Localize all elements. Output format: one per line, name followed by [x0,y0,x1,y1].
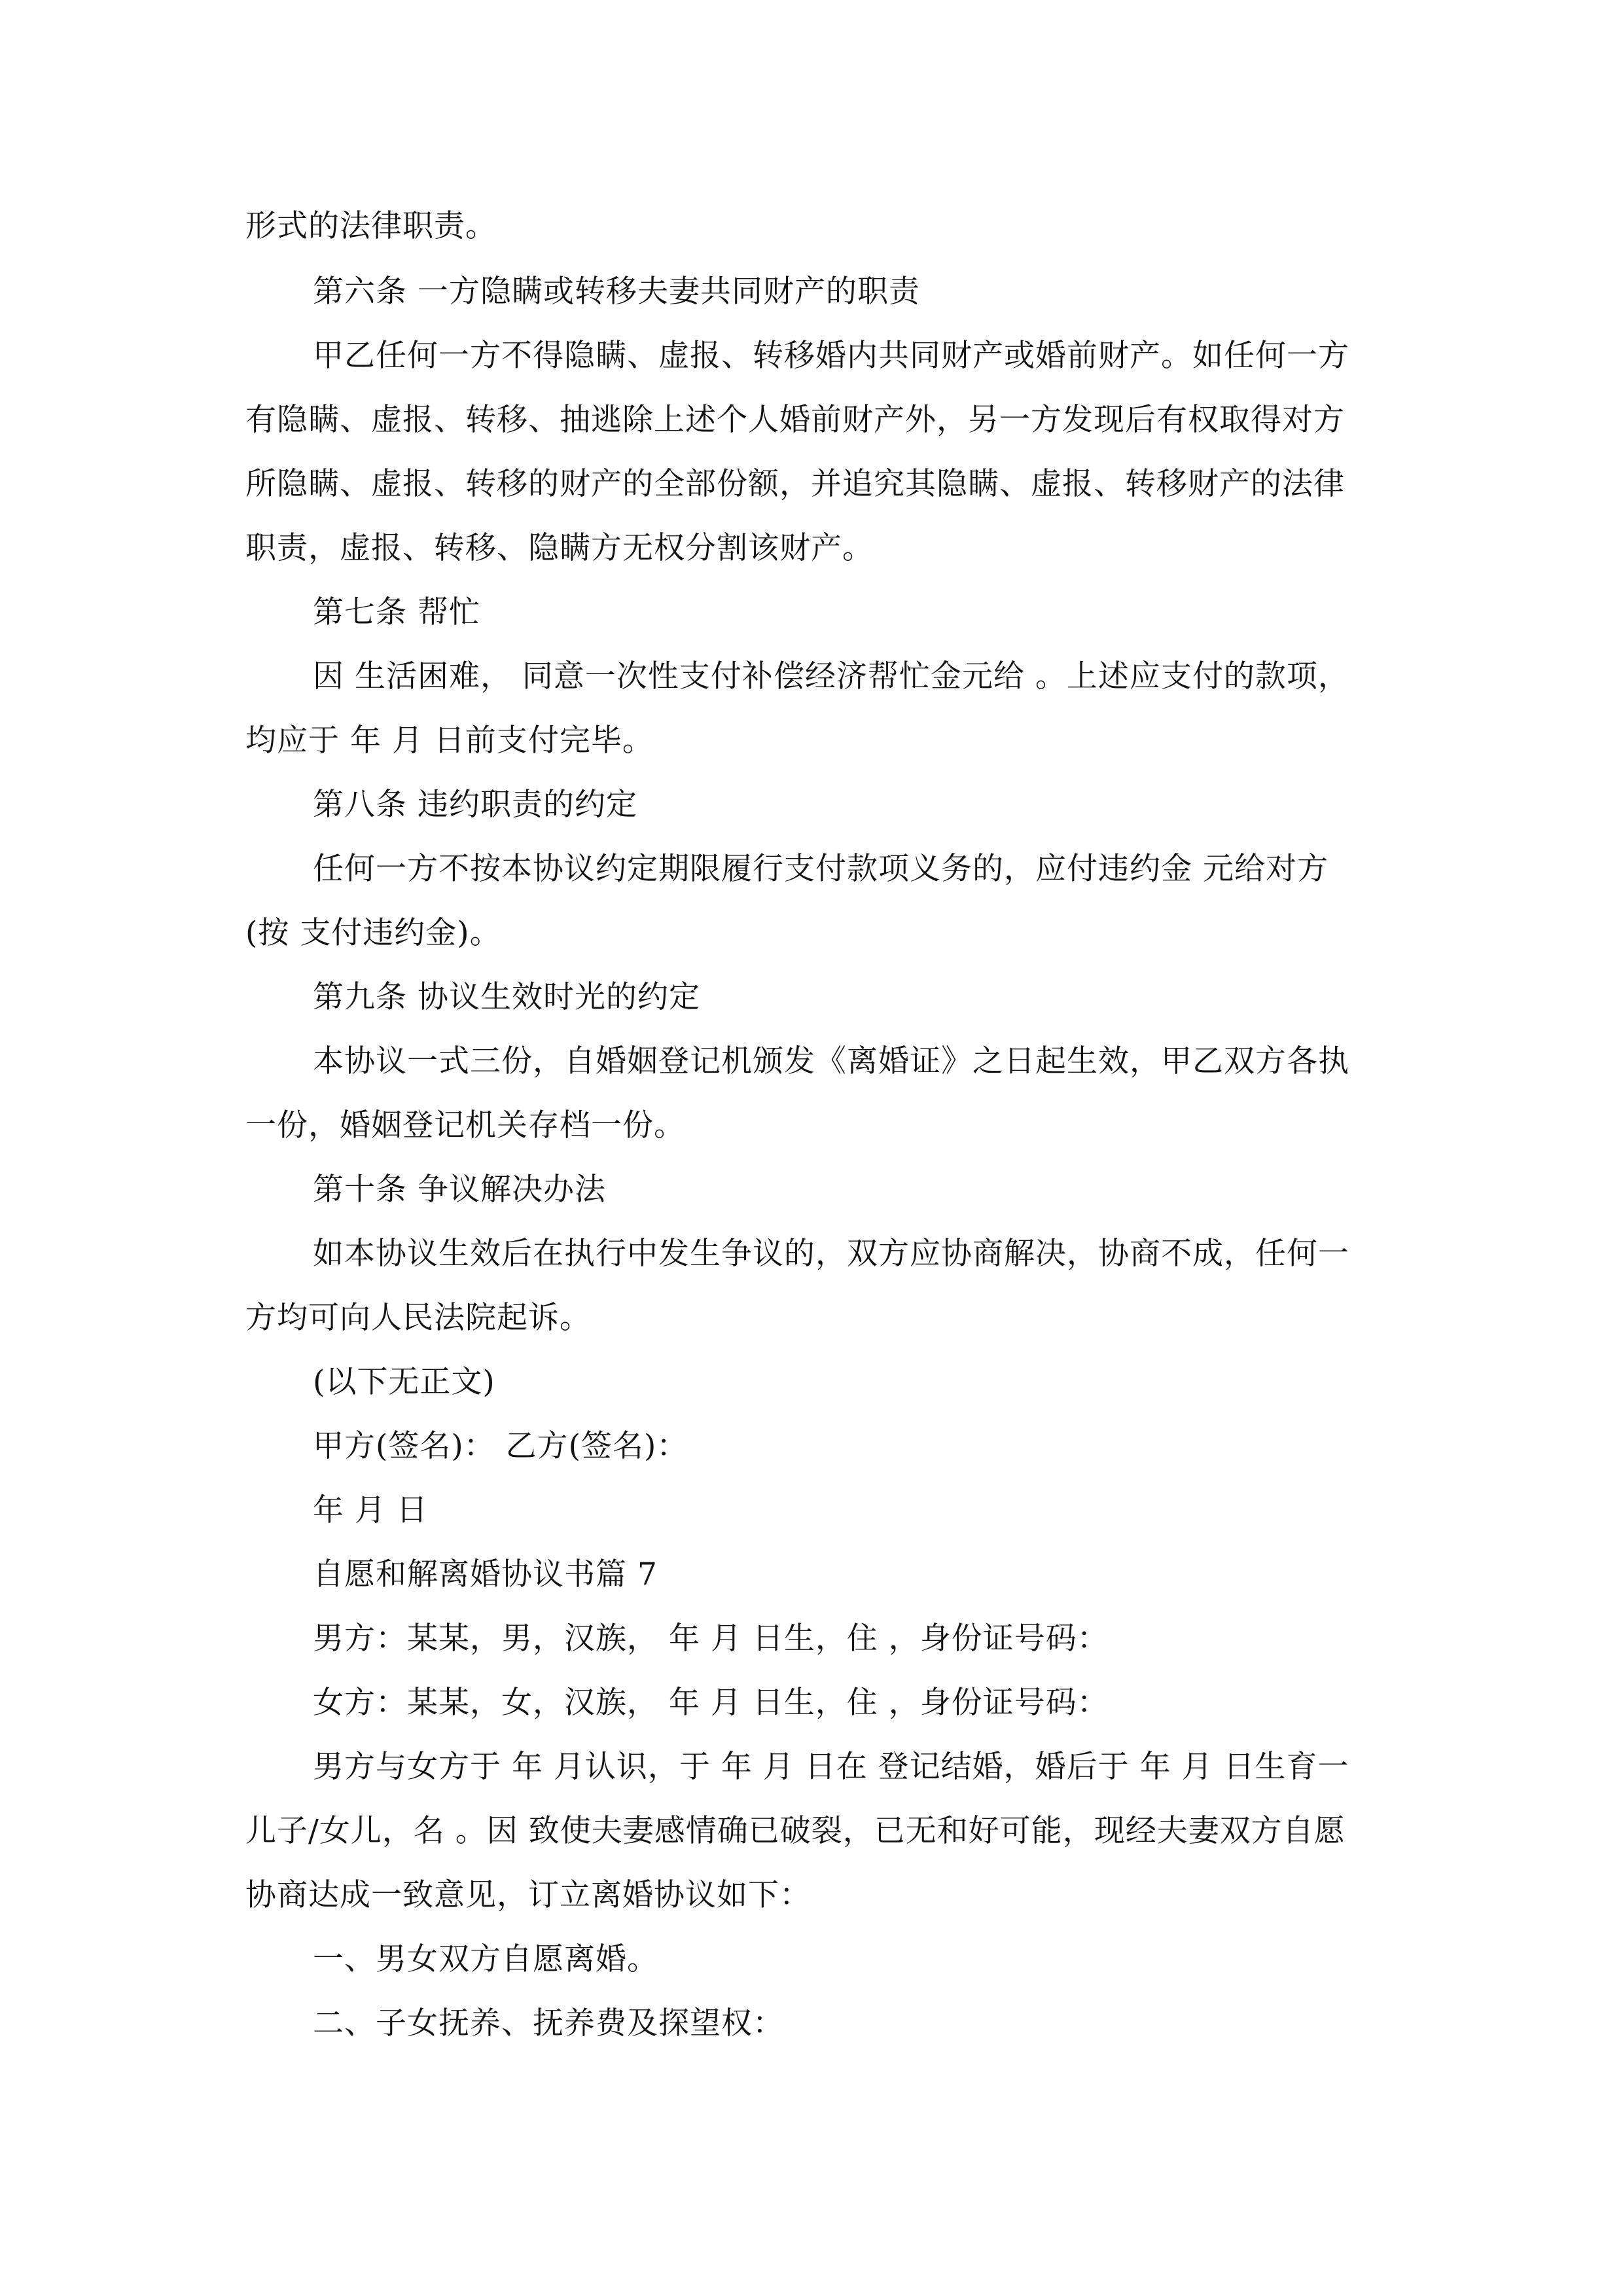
female-party-line: 女方：某某，女，汉族， 年 月 日生，住 ，身份证号码： [313,1685,1109,1721]
clause-1: 一、男女双方自愿离婚。 [313,1941,658,1977]
text-line: 任何一方不按本协议约定期限履行支付款项义务的，应付违约金 元给对方 [313,851,1329,887]
text-line: 有隐瞒、虚报、转移、抽逃除上述个人婚前财产外，另一方发现后有权取得对方 [245,402,1345,438]
text-line: 本协议一式三份，自婚姻登记机颁发《离婚证》之日起生效，甲乙双方各执 [313,1043,1349,1079]
text-line: 因 生活困难， 同意一次性支付补偿经济帮忙金元给 。上述应支付的款项， [313,658,1349,694]
article-9-heading: 第九条 协议生效时光的约定 [313,979,700,1015]
text-line: (按 支付违约金)。 [245,915,501,951]
date-line: 年 月 日 [313,1492,428,1528]
clause-2: 二、子女抚养、抚养费及探望权： [313,2005,784,2041]
text-line: 一份，婚姻登记机关存档一份。 [245,1107,685,1143]
text-line: 所隐瞒、虚报、转移的财产的全部份额，并追究其隐瞒、虚报、转移财产的法律 [245,466,1345,502]
text-line: 职责，虚报、转移、隐瞒方无权分割该财产。 [245,530,874,566]
text-line: 如本协议生效后在执行中发生争议的，双方应协商解决，协商不成，任何一 [313,1236,1349,1272]
text-line: 均应于 年 月 日前支付完毕。 [245,723,654,759]
text-line: 甲乙任何一方不得隐瞒、虚报、转移婚内共同财产或婚前财产。如任何一方 [313,338,1349,374]
section-title: 自愿和解离婚协议书篇 7 [313,1556,658,1592]
text-line: 形式的法律职责。 [245,208,497,244]
text-line: 方均可向人民法院起诉。 [245,1300,591,1336]
text-line: 男方与女方于 年 月认识，于 年 月 日在 登记结婚，婚后于 年 月 日生育一 [313,1749,1349,1785]
end-of-text-note: (以下无正文) [313,1364,495,1400]
text-line: 儿子/女儿，名 。因 致使夫妻感情确已破裂，已无和好可能，现经夫妻双方自愿 [245,1813,1346,1849]
text-line: 协商达成一致意见，订立离婚协议如下： [245,1877,811,1913]
article-8-heading: 第八条 违约职责的约定 [313,787,637,823]
signature-line: 甲方(签名)： 乙方(签名)： [313,1428,688,1464]
article-10-heading: 第十条 争议解决办法 [313,1172,606,1208]
male-party-line: 男方：某某，男，汉族， 年 月 日生，住 ，身份证号码： [313,1621,1109,1657]
article-6-heading: 第六条 一方隐瞒或转移夫妻共同财产的职责 [313,274,920,310]
article-7-heading: 第七条 帮忙 [313,594,480,630]
